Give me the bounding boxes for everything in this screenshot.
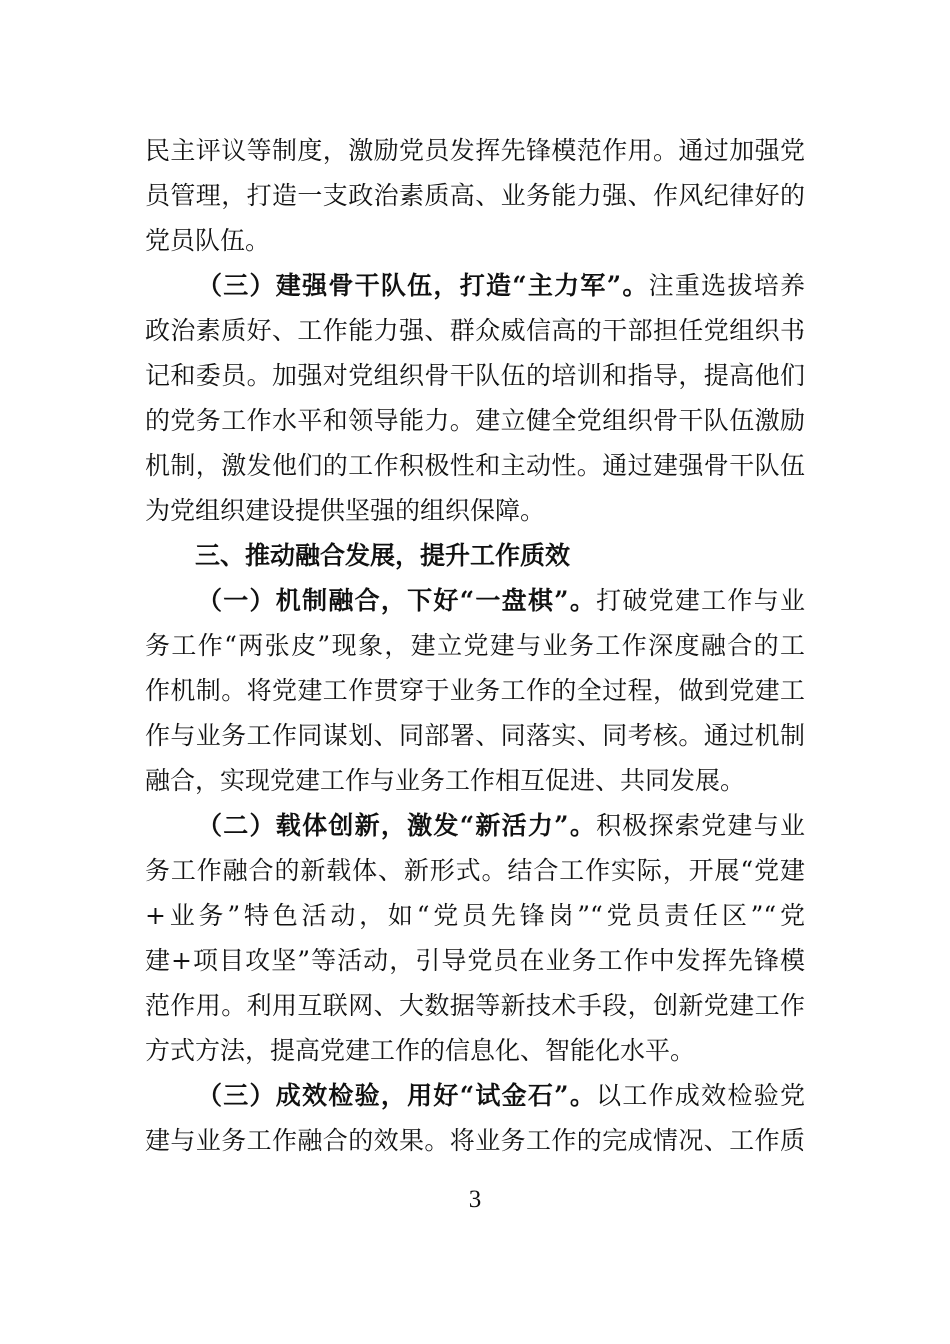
text-line (145, 1118, 805, 1163)
text-line (145, 623, 805, 668)
line-text: 记和委员。加强对党组织骨干队伍的培训和指导，提高他们 (145, 361, 805, 390)
line-text: 以工作成效检验党 (596, 1081, 805, 1110)
subsection-title: （一）机制融合，下好“一盘棋”。 (197, 586, 597, 615)
line-text: 三、推动融合发展，提升工作质效 (195, 541, 571, 570)
text-line (145, 443, 805, 488)
line-text: 民主评议等制度，激励党员发挥先锋模范作用。通过加强党 (145, 136, 805, 165)
page-number: 3 (468, 1186, 482, 1213)
text-line (145, 803, 805, 848)
line-text: 方式方法，提高党建工作的信息化、智能化水平。 (145, 1036, 696, 1065)
text-line (145, 758, 805, 803)
text-line (145, 173, 805, 218)
text-line (145, 893, 805, 938)
line-text: 务工作“两张皮”现象，建立党建与业务工作深度融合的工 (145, 631, 805, 660)
line-text: 建+项目攻坚”等活动，引导党员在业务工作中发挥先锋模 (145, 946, 805, 975)
line-text: 作机制。将党建工作贯穿于业务工作的全过程，做到党建工 (145, 676, 805, 705)
body-text (145, 128, 805, 1163)
line-text: 打破党建工作与业 (596, 586, 805, 615)
subsection-title: （三）成效检验，用好“试金石”。 (197, 1081, 597, 1110)
line-text: 融合，实现党建工作与业务工作相互促进、共同发展。 (145, 766, 746, 795)
line-text: +业务”特色活动，如“党员先锋岗”“党员责任区”“党 (145, 901, 805, 930)
subsection-title: （三）建强骨干队伍，打造“主力军”。 (197, 271, 649, 300)
section-heading (145, 533, 805, 578)
line-text: 政治素质好、工作能力强、群众威信高的干部担任党组织书 (145, 316, 805, 345)
text-line (145, 218, 805, 263)
text-line (145, 1073, 805, 1118)
line-text: 员管理，打造一支政治素质高、业务能力强、作风纪律好的 (145, 181, 805, 210)
text-line (145, 488, 805, 533)
text-line (145, 578, 805, 623)
line-text: 务工作融合的新载体、新形式。结合工作实际，开展“党建 (145, 856, 805, 885)
line-text: 范作用。利用互联网、大数据等新技术手段，创新党建工作 (145, 991, 805, 1020)
line-text: 为党组织建设提供坚强的组织保障。 (145, 496, 546, 525)
text-line (145, 983, 805, 1028)
line-text: 积极探索党建与业 (596, 811, 805, 840)
line-text: 的党务工作水平和领导能力。建立健全党组织骨干队伍激励 (145, 406, 805, 435)
text-line (145, 308, 805, 353)
text-line (145, 1028, 805, 1073)
text-line (145, 848, 805, 893)
line-text: 党员队伍。 (145, 226, 271, 255)
text-line (145, 398, 805, 443)
text-line (145, 128, 805, 173)
text-line (145, 263, 805, 308)
line-text: 作与业务工作同谋划、同部署、同落实、同考核。通过机制 (145, 721, 805, 750)
line-text: 建与业务工作融合的效果。将业务工作的完成情况、工作质 (145, 1126, 805, 1155)
subsection-title: （二）载体创新，激发“新活力”。 (197, 811, 597, 840)
text-line (145, 713, 805, 758)
line-text: 机制，激发他们的工作积极性和主动性。通过建强骨干队伍 (145, 451, 805, 480)
text-line (145, 668, 805, 713)
text-line (145, 938, 805, 983)
line-text: 注重选拔培养 (648, 271, 805, 300)
text-line (145, 353, 805, 398)
